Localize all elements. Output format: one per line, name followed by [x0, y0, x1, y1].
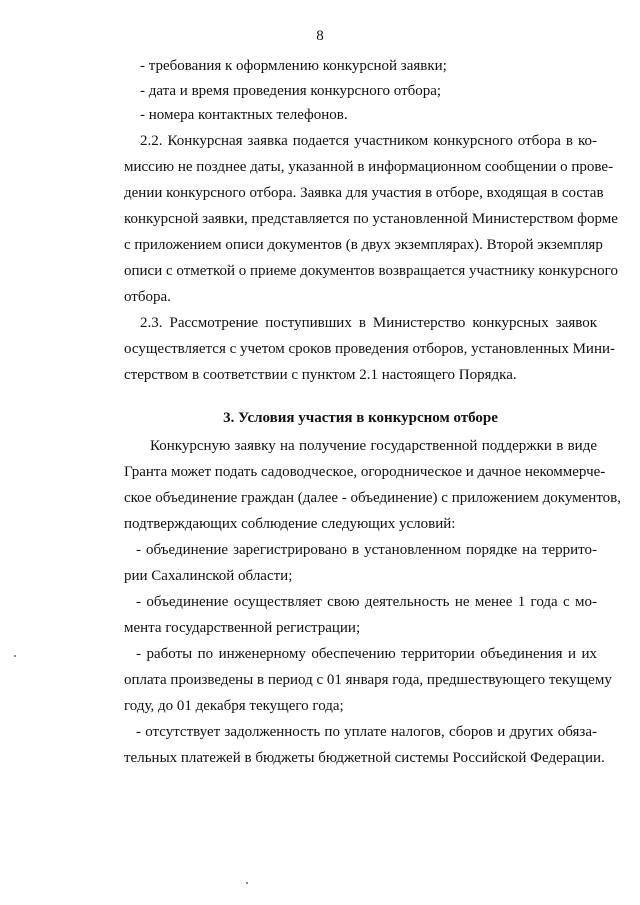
scan-dot	[246, 882, 248, 884]
text-line: подтверждающих соблюдение следующих условий:	[124, 516, 456, 532]
text-line: году, до 01 декабря текущего года;	[124, 698, 344, 714]
scan-dot	[14, 655, 16, 657]
text-line: мента государственной регистрации;	[124, 620, 361, 636]
text-line: - объединение зарегистрировано в установленном порядке на террито-	[136, 542, 597, 558]
text-line: конкурсной заявки, представляется по установленной Министерством форме	[124, 211, 618, 227]
text-line: - номера контактных телефонов.	[140, 107, 348, 123]
text-line: 2.3. Рассмотрение поступивших в Министерство конкурсных заявок	[140, 315, 597, 331]
text-line: - работы по инженерному обеспечению территории объединения и их	[136, 646, 597, 662]
page-number: 8	[316, 28, 324, 44]
text-line: - отсутствует задолженность по уплате налогов, сборов и других обяза-	[136, 724, 597, 740]
text-line: дении конкурсного отбора. Заявка для участия в отборе, входящая в состав	[124, 185, 604, 201]
text-line: стерством в соответствии с пунктом 2.1 настоящего Порядка.	[124, 367, 517, 383]
text-line: осуществляется с учетом сроков проведения отборов, установленных Мини-	[124, 341, 615, 357]
text-line: тельных платежей в бюджеты бюджетной системы Российской Федерации.	[124, 750, 605, 766]
section-heading: 3. Условия участия в конкурсном отборе	[223, 410, 498, 426]
text-line: рии Сахалинской области;	[124, 568, 293, 584]
text-line: оплата произведены в период с 01 января года, предшествующего текущему	[124, 672, 612, 688]
text-line: Гранта может подать садоводческое, огородническое и дачное некоммерче-	[124, 464, 606, 480]
text-line: Конкурсную заявку на получение государственной поддержки в виде	[150, 438, 597, 454]
text-line: - дата и время проведения конкурсного отбора;	[140, 83, 442, 99]
text-line: отбора.	[124, 289, 171, 305]
text-line: миссию не позднее даты, указанной в информационном сообщении о прове-	[124, 159, 614, 175]
text-line: описи с отметкой о приеме документов возвращается участнику конкурсного	[124, 263, 618, 279]
text-line: с приложением описи документов (в двух экземплярах). Второй экземпляр	[124, 237, 603, 253]
text-line: 2.2. Конкурсная заявка подается участником конкурсного отбора в ко-	[140, 133, 597, 149]
text-line: - объединение осуществляет свою деятельность не менее 1 года с мо-	[136, 594, 597, 610]
text-line: - требования к оформлению конкурсной заявки;	[140, 58, 447, 74]
text-line: ское объединение граждан (далее - объединение) с приложением документов,	[124, 490, 622, 506]
